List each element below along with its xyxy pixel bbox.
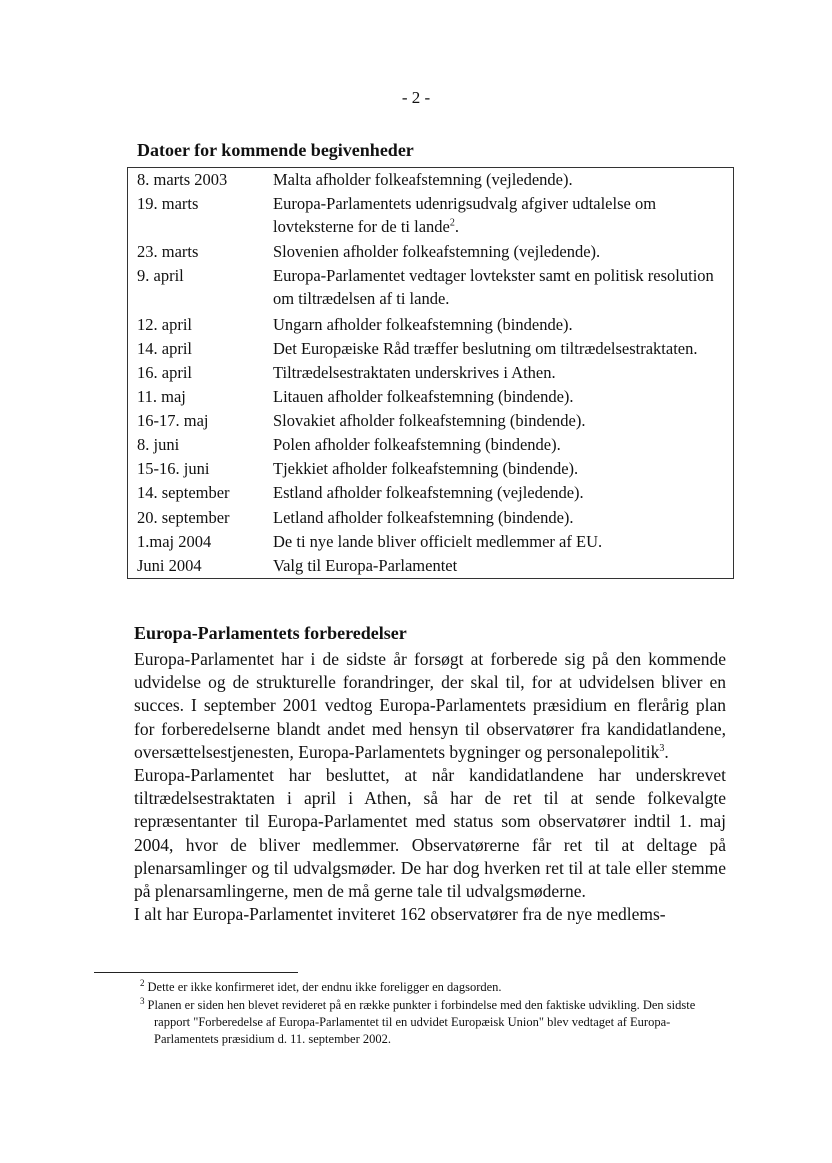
event-row: [128, 240, 734, 264]
event-row: [128, 168, 734, 193]
event-row: [128, 481, 734, 505]
event-text-end: .: [454, 217, 459, 237]
parliament-section-title: Europa-Parlamentets forberedelser: [134, 623, 407, 643]
footnote-divider: [94, 972, 298, 973]
footnote-mark: 2: [140, 977, 145, 988]
event-description: [273, 409, 734, 433]
footnote-text: Planen er siden hen blevet revideret på en række punkter i forbindelse med den faktiske udvikling. Den sidste rapport "Forberedelse af Europa-Parlamentet til en udvidet Europæisk Union" blev vedtaget af Europa-Parlamentets præsidium d. 11. september 2002.: [147, 998, 696, 1046]
events-table-body: [128, 168, 734, 579]
event-text: Europa-Parlamentets udenrigsudvalg afgiver udtalelse om lovteksterne for de ti lande: [273, 194, 657, 237]
dates-section-title: Datoer for kommende begivenheder: [137, 140, 414, 160]
paragraph-1-end: .: [664, 741, 669, 762]
event-text: Tjekkiet afholder folkeafstemning (bindende).: [273, 459, 579, 479]
event-row: [128, 506, 734, 530]
event-text: Malta afholder folkeafstemning (vejledende).: [273, 170, 573, 189]
event-row: [128, 433, 734, 457]
footnote-ref-2[interactable]: 2: [449, 217, 455, 229]
event-description: [273, 457, 734, 481]
footnote-text: Dette er ikke konfirmeret idet, der endnu ikke foreligger en dagsorden.: [147, 980, 502, 994]
event-row: [128, 530, 734, 554]
event-description: [273, 530, 734, 554]
event-description: [273, 240, 734, 264]
event-row: [128, 409, 734, 433]
event-date: 15-16. juni: [137, 459, 210, 479]
event-date: 19. marts: [137, 194, 199, 214]
event-row: [128, 361, 734, 385]
paragraph-2: Europa-Parlamentet har besluttet, at når kandidatlandene har underskrevet tiltrædelsestraktaten i april i Athen, så har de ret til at sende folkevalgte repræsentanter til Europa-Parlamentet med status som observatører indtil 1. maj 2004, hvor de bliver medlemmer. Observatørerne får ret til at deltage på plenarsamlinger og til udvalgsmøder. De har dog hverken ret til at tale eller stemme på plenarsamlingerne, men de må gerne tale til udvalgsmøderne.: [134, 765, 726, 902]
event-description: [273, 385, 734, 409]
event-date: Juni 2004: [137, 555, 202, 575]
event-row: [128, 192, 734, 240]
event-text: Det Europæiske Råd træffer beslutning om tiltrædelsestraktaten.: [273, 338, 698, 358]
event-description: [273, 192, 734, 240]
event-description: [273, 361, 734, 385]
event-text: Slovenien afholder folkeafstemning (vejledende).: [273, 242, 601, 262]
event-text: Europa-Parlamentet vedtager lovtekster samt en politisk resolution om tiltrædelsen af ti lande.: [273, 266, 714, 309]
event-date: 8. marts 2003: [137, 170, 228, 189]
events-table: [127, 167, 734, 579]
parliament-section-body: [134, 648, 726, 926]
footnote-ref-3[interactable]: 3: [659, 742, 665, 754]
event-description: [273, 433, 734, 457]
footnote-3: [140, 997, 730, 1048]
event-row: [128, 264, 734, 312]
event-date: 8. juni: [137, 435, 180, 455]
event-date: 11. maj: [137, 387, 186, 406]
event-row: [128, 337, 734, 361]
event-date: 9. april: [137, 266, 184, 286]
event-description: [273, 168, 734, 193]
event-date: 1.maj 2004: [137, 531, 212, 551]
event-date: 12. april: [137, 314, 192, 334]
event-description: [273, 481, 734, 505]
event-text: De ti nye lande bliver officielt medlemmer af EU.: [273, 531, 603, 551]
paragraph-1-text: Europa-Parlamentet har i de sidste år forsøgt at forberede sig på den kommende udvidelse og de strukturelle forandringer, der skal til, for at udvidelsen bliver en succes. I september 2001 vedtog Europa-Parlamentets præsidium en flerårig plan for forberedelserne blandt andet med hensyn til observatører fra kandidatlandene, oversættelsestjenesten, Europa-Parlamentets bygninger og personalepolitik: [134, 649, 726, 762]
event-date: 14. september: [137, 483, 230, 503]
event-text: Estland afholder folkeafstemning (vejledende).: [273, 483, 584, 503]
event-text: Ungarn afholder folkeafstemning (bindende).: [273, 314, 573, 334]
paragraph-3: I alt har Europa-Parlamentet inviteret 162 observatører fra de nye medlems-: [134, 904, 666, 925]
event-date: 23. marts: [137, 242, 199, 262]
event-text: Polen afholder folkeafstemning (bindende).: [273, 435, 561, 455]
event-date: 20. september: [137, 507, 230, 527]
event-text: Litauen afholder folkeafstemning (bindende).: [273, 387, 574, 406]
event-row: [128, 554, 734, 579]
event-description: [273, 554, 734, 579]
event-text: Letland afholder folkeafstemning (bindende).: [273, 507, 574, 527]
footnote-mark: 3: [140, 995, 145, 1006]
event-description: [273, 337, 734, 361]
event-text: Tiltrædelsestraktaten underskrives i Athen.: [273, 362, 556, 382]
paragraph-1: [134, 648, 726, 764]
event-description: [273, 264, 734, 312]
event-date: 16-17. maj: [137, 411, 209, 431]
event-date: 14. april: [137, 338, 192, 358]
event-date: 16. april: [137, 362, 192, 382]
footnote-2: [140, 979, 730, 996]
page-number: - 2 -: [401, 88, 431, 107]
event-row: [128, 457, 734, 481]
event-text: Slovakiet afholder folkeafstemning (bindende).: [273, 411, 586, 431]
event-row: [128, 385, 734, 409]
event-row: [128, 313, 734, 337]
footnotes: [140, 979, 730, 1049]
event-text: Valg til Europa-Parlamentet: [273, 555, 458, 575]
event-description: [273, 506, 734, 530]
event-description: [273, 313, 734, 337]
